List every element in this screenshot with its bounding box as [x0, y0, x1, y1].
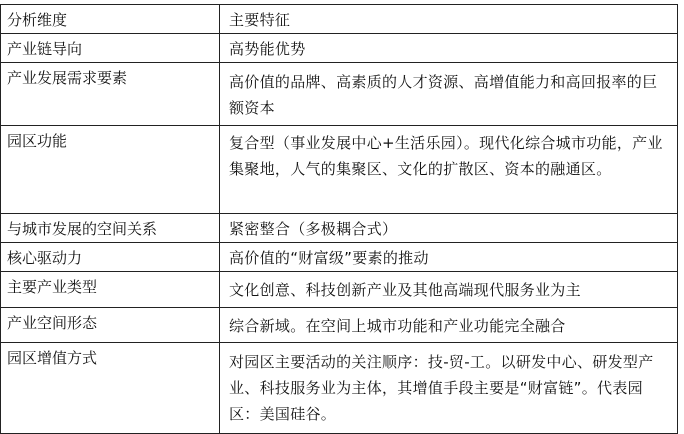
row-feature: 高价值的品牌、高素质的人才资源、高增值能力和高回报率的巨额资本 [220, 63, 678, 126]
header-dimension: 分析维度 [1, 5, 220, 34]
table-row [1, 126, 678, 214]
table-row [1, 34, 678, 63]
table-row [1, 343, 678, 434]
row-dimension: 产业空间形态 [1, 308, 220, 343]
table-row [1, 63, 678, 126]
row-feature: 对园区主要活动的关注顺序：技-贸-工。以研发中心、研发型产业、科技服务业为主体，其增值手段主要是“财富链”。代表园区：美国硅谷。 [220, 343, 678, 434]
row-dimension: 园区增值方式 [1, 343, 220, 434]
table-row [1, 214, 678, 243]
row-feature: 紧密整合（多极耦合式） [220, 214, 678, 243]
header-feature: 主要特征 [220, 5, 678, 34]
table-row [1, 243, 678, 272]
row-dimension: 产业发展需求要素 [1, 63, 220, 126]
table-row [1, 272, 678, 308]
row-feature: 高势能优势 [220, 34, 678, 63]
table-header-row [1, 5, 678, 34]
row-feature: 高价值的“财富级”要素的推动 [220, 243, 678, 272]
row-dimension: 园区功能 [1, 126, 220, 214]
feature-table [0, 4, 678, 434]
row-feature: 文化创意、科技创新产业及其他高端现代服务业为主 [220, 272, 678, 308]
row-feature: 综合新域。在空间上城市功能和产业功能完全融合 [220, 308, 678, 343]
row-dimension: 核心驱动力 [1, 243, 220, 272]
row-dimension: 与城市发展的空间关系 [1, 214, 220, 243]
row-feature: 复合型（事业发展中心+生活乐园）。现代化综合城市功能，产业集聚地，人气的集聚区、文化的扩散区、资本的融通区。 [220, 126, 678, 214]
row-dimension: 产业链导向 [1, 34, 220, 63]
table-row [1, 308, 678, 343]
row-dimension: 主要产业类型 [1, 272, 220, 308]
